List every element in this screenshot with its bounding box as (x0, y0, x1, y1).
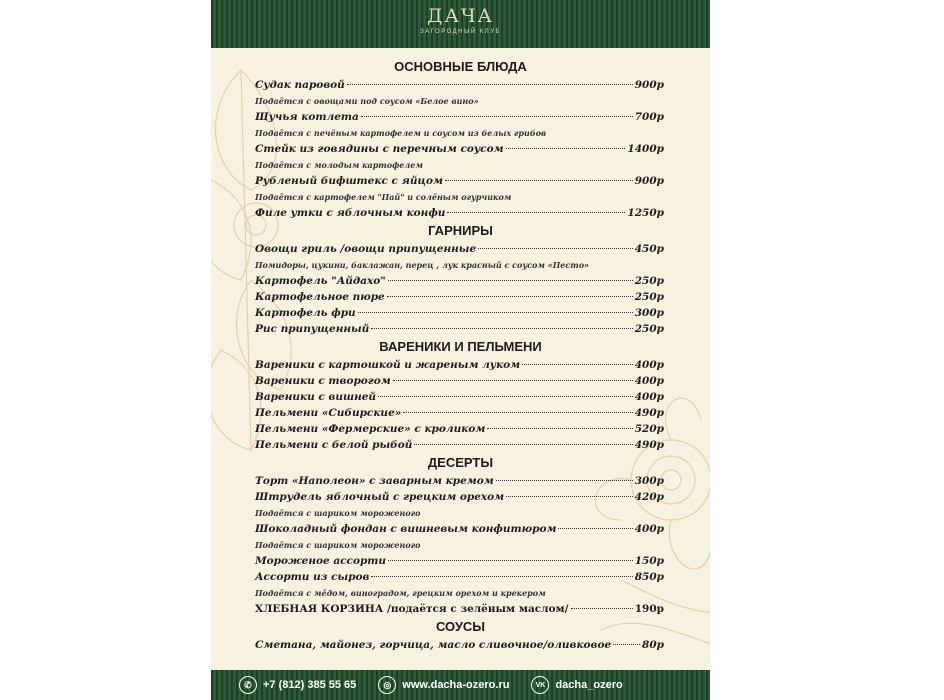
logo-tagline: ЗАГОРОДНЫЙ КЛУБ (420, 29, 501, 35)
item-name: Картофель "Айдахо" (255, 275, 386, 287)
item-price: 900р (634, 79, 664, 91)
menu-item (255, 173, 664, 189)
menu-item (255, 489, 664, 505)
item-name: Штрудель яблочный с грецким орехом (255, 491, 505, 503)
item-name: Щучья котлета (255, 111, 359, 123)
dot-leader (393, 380, 633, 381)
dot-leader (414, 444, 632, 445)
menu-item (255, 241, 664, 257)
dot-leader (487, 428, 632, 429)
dot-leader (371, 576, 632, 577)
dot-leader (388, 560, 633, 561)
dot-leader (371, 328, 632, 329)
item-description: Помидоры, цукини, баклажан, перец , лук красный с соусом «Песто» (255, 260, 590, 270)
item-description: Подаётся с молодым картофелем (255, 160, 423, 170)
item-price: 420р (634, 491, 664, 503)
menu-item (255, 637, 664, 653)
item-price: 850р (634, 571, 664, 583)
menu-item (255, 273, 664, 289)
item-name: Пельмени «Фермерские» с кроликом (255, 423, 486, 435)
vk-icon: VK (531, 676, 549, 694)
menu-item (255, 553, 664, 569)
item-price: 900р (634, 175, 664, 187)
footer-phone-group (239, 676, 356, 694)
menu-item (255, 109, 664, 125)
section-title: ГАРНИРЫ (428, 223, 493, 238)
section-title: ВАРЕНИКИ И ПЕЛЬМЕНИ (379, 339, 542, 354)
menu-item (255, 569, 664, 585)
item-price: 150р (634, 555, 664, 567)
item-name: ХЛЕБНАЯ КОРЗИНА /подаётся с зелёным маслом/ (255, 603, 569, 615)
dot-leader (613, 644, 640, 645)
menu-page (211, 0, 710, 700)
item-name: Мороженое ассорти (255, 555, 387, 567)
dot-leader (571, 608, 633, 609)
dot-leader (522, 364, 633, 365)
menu-item (255, 437, 664, 453)
dot-leader (403, 412, 632, 413)
club-logo (211, 5, 710, 35)
dot-leader (387, 296, 633, 297)
menu-item (255, 521, 664, 537)
item-price: 400р (634, 375, 664, 387)
dot-leader (496, 480, 633, 481)
item-description: Подаётся с печёным картофелем и соусом из белых грибов (255, 128, 547, 138)
item-name: Вареники с картошкой и жареным луком (255, 359, 521, 371)
globe-icon: ◎ (378, 676, 396, 694)
item-name: Пельмени с белой рыбой (255, 439, 413, 451)
dot-leader (445, 180, 633, 181)
menu-item (255, 373, 664, 389)
footer-site-group (378, 676, 509, 694)
dot-leader (478, 248, 633, 249)
menu-item (255, 405, 664, 421)
dot-leader (388, 280, 633, 281)
item-price: 490р (634, 439, 664, 451)
item-price: 190р (634, 603, 664, 615)
dot-leader (347, 84, 633, 85)
section-title: ДЕСЕРТЫ (427, 455, 494, 470)
item-description: Подаётся с шариком мороженого (255, 508, 421, 518)
footer-vk-group (531, 676, 622, 694)
item-price: 300р (634, 307, 664, 319)
menu-item (255, 289, 664, 305)
item-name: Филе утки с яблочным конфи (255, 207, 446, 219)
item-name: Сметана, майонез, горчица, масло сливочное/оливковое (255, 639, 612, 651)
menu-item (255, 473, 664, 489)
footer-site[interactable]: www.dacha-ozero.ru (402, 679, 510, 691)
item-description: Подаётся с мёдом, виноградом, грецким орехом и крекером (255, 588, 546, 598)
item-name: Торт «Наполеон» с заварным кремом (255, 475, 494, 487)
menu-item (255, 205, 664, 221)
menu-item (255, 357, 664, 373)
menu-item (255, 77, 664, 93)
item-name: Вареники с творогом (255, 375, 391, 387)
phone-icon: ✆ (239, 676, 257, 694)
item-price: 1400р (627, 143, 664, 155)
footer-phone[interactable]: +7 (812) 385 55 65 (263, 679, 357, 691)
item-price: 490р (634, 407, 664, 419)
dot-leader (447, 212, 625, 213)
menu-content (211, 57, 710, 653)
menu-item (255, 389, 664, 405)
dot-leader (506, 148, 626, 149)
menu-item (255, 141, 664, 157)
dot-leader (378, 396, 633, 397)
item-price: 1250р (627, 207, 664, 219)
item-price: 80р (642, 639, 664, 651)
item-name: Судак паровой (255, 79, 345, 91)
item-name: Овощи гриль /овощи припущенные (255, 243, 477, 255)
section-title: ОСНОВНЫЕ БЛЮДА (394, 59, 527, 74)
item-price: 250р (634, 291, 664, 303)
item-price: 400р (634, 523, 664, 535)
item-name: Рубленый бифштекс с яйцом (255, 175, 443, 187)
item-price: 400р (634, 359, 664, 371)
section-title: СОУСЫ (435, 619, 486, 634)
item-description: Подаётся с овощами под соусом «Белое вино» (255, 96, 479, 106)
item-name: Картофель фри (255, 307, 356, 319)
item-name: Вареники с вишней (255, 391, 377, 403)
dot-leader (361, 116, 633, 117)
item-description: Подаётся с картофелем "Пай" и солёным огурчиком (255, 192, 512, 202)
item-name: Рис припущенный (255, 323, 370, 335)
item-name: Пельмени «Сибирские» (255, 407, 402, 419)
item-price: 520р (634, 423, 664, 435)
footer (211, 670, 710, 700)
menu-item (255, 321, 664, 337)
item-price: 250р (634, 275, 664, 287)
item-name: Шоколадный фондан с вишневым конфитюром (255, 523, 557, 535)
item-price: 250р (634, 323, 664, 335)
footer-vk[interactable]: dacha_ozero (555, 679, 623, 691)
item-name: Стейк из говядины с перечным соусом (255, 143, 504, 155)
item-price: 450р (634, 243, 664, 255)
item-price: 400р (634, 391, 664, 403)
menu-item (255, 421, 664, 437)
menu-item (255, 601, 664, 617)
dot-leader (358, 312, 633, 313)
item-description: Подаётся с шариком мороженого (255, 540, 421, 550)
menu-item (255, 305, 664, 321)
logo-brand: ДАЧА (427, 5, 494, 27)
dot-leader (506, 496, 633, 497)
dot-leader (558, 528, 632, 529)
item-price: 700р (634, 111, 664, 123)
item-name: Ассорти из сыров (255, 571, 370, 583)
item-price: 300р (634, 475, 664, 487)
item-name: Картофельное пюре (255, 291, 385, 303)
